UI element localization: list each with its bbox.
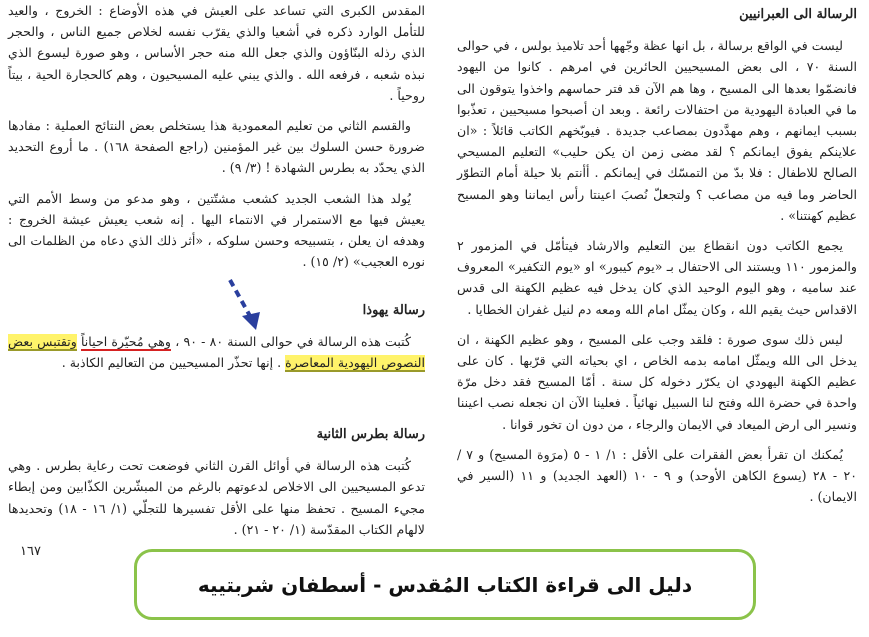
peter2-paragraph: كُتبت هذه الرسالة في أوائل القرن الثاني فوضعت تحت رعاية بطرس . وهي تدعو المسيحيين الى الاخلاص لدعوتهم بالرغم من المبشّرين الكذّابين ومن إبطاء مجيء المسيح . تحفظ منها على الأقل تفسيرها للتجلّي (١/ ١٦ - ١٨) وتحديدها لالهام الكتاب المقدّسة (١/ ٢٠ - ٢١) . [8,458,426,537]
hebrews-paragraph: ليس ذلك سوى صورة : فلقد وجب على المسيح ، وهو عظيم الكهنة ، ان يدخل الى الله ويمثّل امامه بدمه الخاص ، اي بحياته التي قرّبها . كان على عظيم الكهنة اليهودي ان يكرّر دخوله كل سنة . أمّا المسيح فقد دخل مرّة واحدة في حضرة الله وفتح لنا السبيل نهائياً . فعلينا الآن ان نجعله نصب اعيننا ونسير الى ارض الميعاد في الايمان والرجاء ، من دون ان تخور قوانا . [457,331,857,432]
hebrews-heading: الرسالة الى العبرانيين [739,7,857,22]
book-caption-banner [134,549,756,620]
book-caption-text: دليل الى قراءة الكتاب المُقدس - أسطفان شربتييه [197,572,693,597]
hebrews-paragraph: ليست في الواقع برسالة ، بل انها عظة وجّهها أحد تلاميذ بولس ، في حوالى السنة ٧٠ ، الى بعض المسيحيين الحائرين في امرهم . كانوا من اليهود فانضمّوا بعدها الى المسيح ، وها هم الآن قد فتر حماسهم واخذوا يتوقون الى ما في العبادة اليهودية من احتفالات رائعة . وبعد ان أصبحوا مسيحيين ، تعذّبوا بسبب ايمانهم ، وهم مهدَّدون بمصاعب جديدة . فيوبّخهم الكاتب قائلاً : «ان علاينكم يفوق ايمانكم ؟ لقد مضى زمن ان يكن حليب» التعليم المسيحي الصالح للاطفال : فلا بدّ من التمسّك في إيمانكم . أأنتم بلا حيلة أمام التطوّر الحاضر وما فيه من مصاعب ؟ ولتجعلّ نُصبَ اعينتا رأس ايماننا وهو المسيح عظيم كهنتنا» . [457,38,857,223]
jude-underlined-phrase: وهي مُحيّرة احياناً [80,334,172,350]
jude-text-start: كُتبت هذه الرسالة في حوالى السنة ٨٠ - ٩٠ ، [175,334,411,350]
jude-text-end: . إنها تحذّر المسيحيين من التعاليم الكاذبة . [61,355,282,371]
right-column [457,4,857,516]
peter2-heading: رسالة بطرس الثانية [316,427,425,442]
hebrews-paragraph: يُمكنك ان تقرأ بعض الفقرات على الأقل : ١/ ١ - ٥ (مرَوة المسيح) و ٧ / ٢٠ - ٢٨ (يسوع الكاهن الأوحد) و ٩ - ١٠ (العهد الجديد) و ١١ (السير في الايمان) . [457,446,858,505]
hebrews-paragraph: يجمع الكاتب دون انقطاع بين التعليم والارشاد فيتأمّل في المزمور ٢ والمزمور ١١٠ ويستند الى الاحتفال بـ «يوم كيبور» او «يوم التكفير» المعروف عند ساميه ، وهو اليوم الوحيد الذي كان يدخل فيه عظيم الكهنة الى قدس الاقداس حيث يقيم الله ، وكان يمثّل امام الله ومعه دم لنيل غفران الخطايا . [457,238,857,317]
jude-heading: رسالة يهوذا [362,303,425,318]
peter2-section [8,424,425,549]
intro-paragraph: والقسم الثاني من تعليم المعمودية هذا يستخلص بعض النتائج العملية : مفادها ضرورة حسن السلوك بين غير المؤمنين (راجع الصفحة ١٦٨) . ما أروع التحديد الذي يحدّد به بطرس الشهادة ! (٣/ ٩) . [8,118,425,176]
jude-section [8,300,425,383]
annotation-arrow-icon [224,276,264,332]
intro-paragraph: يُولد هذا الشعب الجديد كشعب مشتّتين ، وهو مدعو من وسط الأمم التي يعيش فيها مع الاستمرار في الانتماء اليها . إنه شعب يعيش عيشة الخروج : وهدفه ان يعلن ، بتسبيحه وحسن سلوكه ، «أثر ذلك الذي دعاه من الظلمات الى نوره العجيب» (٢/ ١٥) . [8,190,425,270]
jude-highlighted-phrase: وتقتبس بعض النصوص اليهودية المعاصرة [8,334,425,371]
jude-paragraph [8,331,425,373]
page-number: ١٦٧ [20,544,41,559]
intro-paragraph: المقدس الكبرى التي تساعد على العيش في هذه الأوضاع : الخروج ، والعيد للتأمل الوارد ذكره في أشعيا والذي يقرّب نفسه لخلاص جميع الناس ، والحجر الذي رذله البنّاؤون والذي جعل الله منه حجر الأساس ، وهو صورة ليسوع الذي نبذه شعبه ، فرفعه الله . والذي يبني عليه المسيحيون ، وهم كالحجارة الحية ، بيتاً روحياً . [8,3,425,103]
left-column [8,0,425,281]
